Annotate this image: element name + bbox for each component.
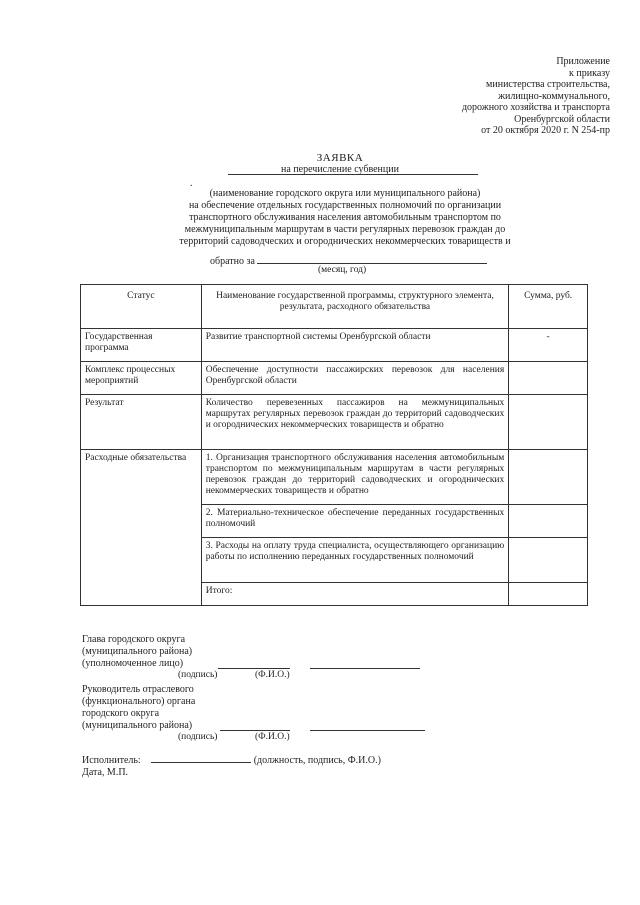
column-header-status: Статус — [81, 285, 202, 329]
head-line: (уполномоченное лицо) — [82, 658, 184, 669]
table-header-row — [81, 285, 588, 329]
cell-sum — [509, 538, 588, 583]
appendix-block — [462, 56, 610, 137]
table-row — [81, 329, 588, 362]
sign-label: (подпись) — [178, 732, 218, 742]
head-line: (муниципального района) — [82, 646, 193, 657]
dept-line: городского округа — [82, 708, 160, 719]
table-row — [81, 450, 588, 505]
dept-line: (муниципального района) — [82, 720, 193, 731]
document-subtitle: на перечисление субвенции — [281, 164, 399, 175]
cell-obligation-1: 1. Организация транспортного обслуживания населения автомобильным транспортом по межмуниципальным маршрутам в части регулярных перевозок граждан до территорий садоводческих и огороднических некоммерческих товариществ и обратно — [201, 450, 509, 505]
dept-line: (функционального) органа — [82, 696, 196, 707]
period-prefix: обратно за — [210, 256, 255, 267]
appendix-line: от 20 октября 2020 г. N 254-пр — [481, 125, 610, 136]
signature-line — [218, 668, 290, 669]
subsidy-table — [80, 284, 588, 606]
executor-fill-line — [151, 753, 251, 763]
executor-label: Исполнитель: — [82, 755, 141, 766]
name-label: (наименование городского округа или муниципального района) — [209, 188, 481, 199]
period-label: (месяц, год) — [318, 265, 367, 275]
fio-label: (Ф.И.О.) — [255, 732, 290, 742]
appendix-line: дорожного хозяйства и транспорта — [461, 102, 610, 113]
cell-total-label: Итого: — [201, 583, 509, 606]
cell-total-sum — [509, 583, 588, 606]
document-title: ЗАЯВКА — [316, 152, 364, 164]
fio-label: (Ф.И.О.) — [255, 670, 290, 680]
cell-status-obligations: Расходные обязательства — [81, 450, 202, 606]
appendix-line: министерства строительства, — [486, 79, 610, 90]
purpose-line: межмуниципальным маршрутам в части регулярных перевозок граждан до — [184, 224, 506, 235]
purpose-line: транспортного обслуживания населения автомобильным транспортом по — [189, 212, 501, 223]
cell-name: Обеспечение доступности пассажирских перевозок для населения Оренбургской области — [201, 362, 509, 395]
cell-name: Количество перевезенных пассажиров на межмуниципальных маршрутах регулярных перевозок граждан до территорий садоводческих и огороднических некоммерческих товариществ и обратно — [201, 395, 509, 450]
cell-sum — [509, 505, 588, 538]
cell-sum: - — [509, 329, 588, 362]
column-header-name: Наименование государственной программы, структурного элемента, результата, расходного обязательства — [201, 285, 509, 329]
fio-line — [310, 730, 425, 731]
appendix-line: Приложение — [556, 56, 610, 67]
cell-status: Государственная программа — [81, 329, 202, 362]
sign-label: (подпись) — [178, 670, 218, 680]
purpose-line: на обеспечение отдельных государственных полномочий по организации — [188, 200, 502, 211]
fio-line — [310, 668, 420, 669]
period-fill-line — [257, 254, 487, 264]
scan-mark: . — [190, 178, 193, 189]
cell-status: Результат — [81, 395, 202, 450]
cell-obligation-2: 2. Материально-техническое обеспечение переданных государственных полномочий — [201, 505, 509, 538]
table-row — [81, 362, 588, 395]
date-label: Дата, М.П. — [82, 767, 129, 778]
executor-hint: (должность, подпись, Ф.И.О.) — [253, 755, 381, 766]
executor-row — [82, 753, 381, 767]
name-fill-line — [228, 174, 478, 175]
cell-name: Развитие транспортной системы Оренбургской области — [201, 329, 509, 362]
table-row — [81, 395, 588, 450]
cell-sum — [509, 450, 588, 505]
head-line: Глава городского округа — [82, 634, 186, 645]
cell-status: Комплекс процессных мероприятий — [81, 362, 202, 395]
cell-sum — [509, 395, 588, 450]
column-header-sum: Сумма, руб. — [509, 285, 588, 329]
cell-obligation-3: 3. Расходы на оплату труда специалиста, осуществляющего организацию работы по исполнению переданных государственных полномочий — [201, 538, 509, 583]
appendix-line: Оренбургской области — [514, 113, 610, 125]
appendix-line: жилищно-коммунального, — [498, 90, 610, 102]
signature-line — [220, 730, 290, 731]
cell-sum — [509, 362, 588, 395]
dept-line: Руководитель отраслевого — [82, 684, 194, 695]
appendix-line: к приказу — [569, 67, 610, 79]
purpose-line: территорий садоводческих и огороднических некоммерческих товариществ и — [179, 236, 511, 247]
